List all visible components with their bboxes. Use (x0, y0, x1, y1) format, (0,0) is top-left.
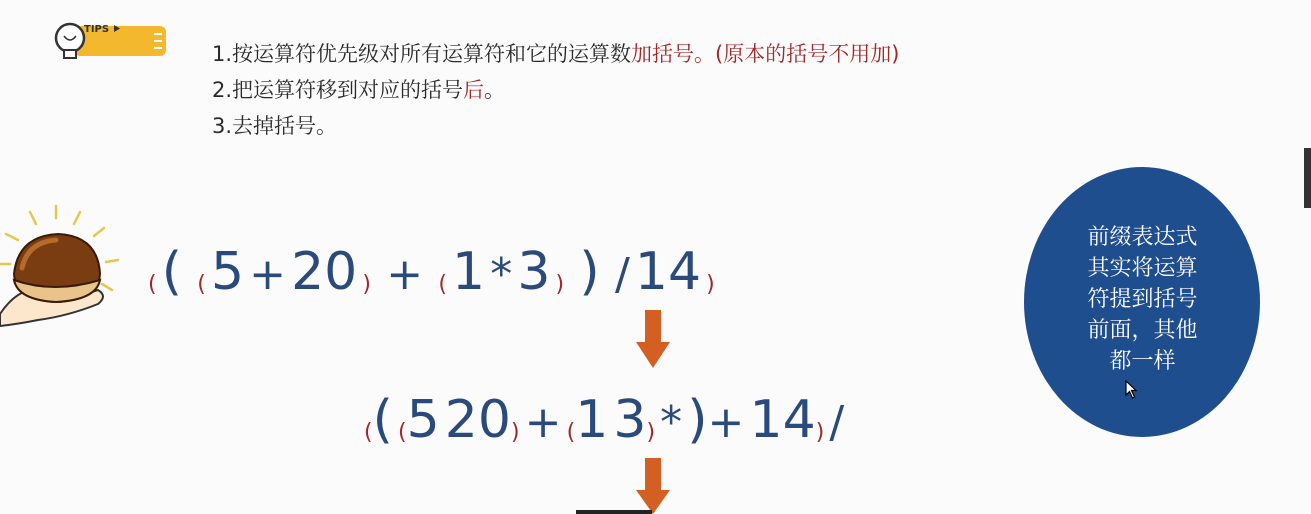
operator-plus-a: + (249, 249, 286, 300)
note-line: 前缀表达式 (1087, 225, 1198, 250)
paren-open-b: ( (438, 272, 447, 297)
operand-5: 5 (210, 242, 245, 302)
operator-multiply: * (490, 249, 513, 300)
paren-open-big: ( (161, 242, 182, 302)
mouse-cursor-icon (1125, 380, 1139, 400)
paren-open-a: ( (397, 420, 407, 445)
note-line: 都一样 (1109, 349, 1176, 374)
note-line: 符提到括号 (1087, 287, 1198, 312)
paren-close-b: ) (555, 272, 565, 297)
operand-5: 5 (406, 390, 440, 450)
step-2 (212, 74, 505, 104)
paren-open-a: ( (197, 272, 206, 297)
operator-plus-outer: + (707, 397, 745, 448)
step-3-text: 3.去掉括号。 (212, 114, 338, 138)
step-1-note: (原本的括号不用加) (715, 42, 900, 66)
step-1 (212, 38, 899, 68)
paren-close-big: ) (579, 242, 600, 302)
operator-divide: / (829, 397, 845, 448)
edge-scroll-handle (1304, 148, 1311, 208)
operand-3: 3 (613, 390, 647, 450)
operand-20: 20 (444, 390, 511, 450)
paren-open-outer: ( (148, 272, 157, 297)
infix-expression (148, 242, 715, 302)
step-3 (212, 110, 337, 140)
step-2-highlight: 后 (463, 78, 485, 102)
note-line: 其实将运算 (1087, 256, 1198, 281)
operand-14: 14 (634, 242, 702, 302)
operand-1: 1 (452, 242, 486, 302)
step-1-text: 1.按运算符优先级对所有运算符和它的运算数 (212, 42, 632, 66)
step-2-suffix: 。 (484, 78, 506, 102)
operator-plus-mid: + (524, 397, 562, 448)
operator-divide: / (614, 249, 630, 300)
operator-plus-mid: + (386, 249, 424, 300)
step-2-text: 2.把运算符移到对应的括号 (212, 78, 464, 102)
chestnut-illustration (0, 204, 140, 328)
note-line: 前面，其他 (1087, 318, 1198, 343)
operand-14: 14 (749, 390, 816, 450)
operand-3: 3 (517, 242, 551, 302)
prefix-note (1050, 222, 1235, 377)
tips-badge (52, 16, 170, 64)
paren-open-b: ( (566, 420, 576, 445)
paren-close-a: ) (362, 272, 371, 297)
underline-bar (576, 510, 652, 514)
paren-close-outer: ) (815, 420, 825, 445)
paren-close-outer: ) (706, 272, 715, 297)
postfix-expression (364, 390, 845, 450)
paren-close-b: ) (646, 420, 656, 445)
paren-close-big: ) (687, 390, 708, 450)
down-arrow-icon (636, 310, 670, 368)
tips-label: TIPS (84, 24, 110, 35)
operand-20: 20 (291, 242, 358, 302)
paren-close-a: ) (510, 420, 520, 445)
step-1-highlight: 加括号。 (631, 42, 716, 66)
paren-open-outer: ( (364, 420, 373, 445)
paren-open-big: ( (372, 390, 393, 450)
down-arrow-icon (636, 458, 670, 514)
operator-multiply: * (660, 397, 683, 448)
operand-1: 1 (575, 390, 609, 450)
